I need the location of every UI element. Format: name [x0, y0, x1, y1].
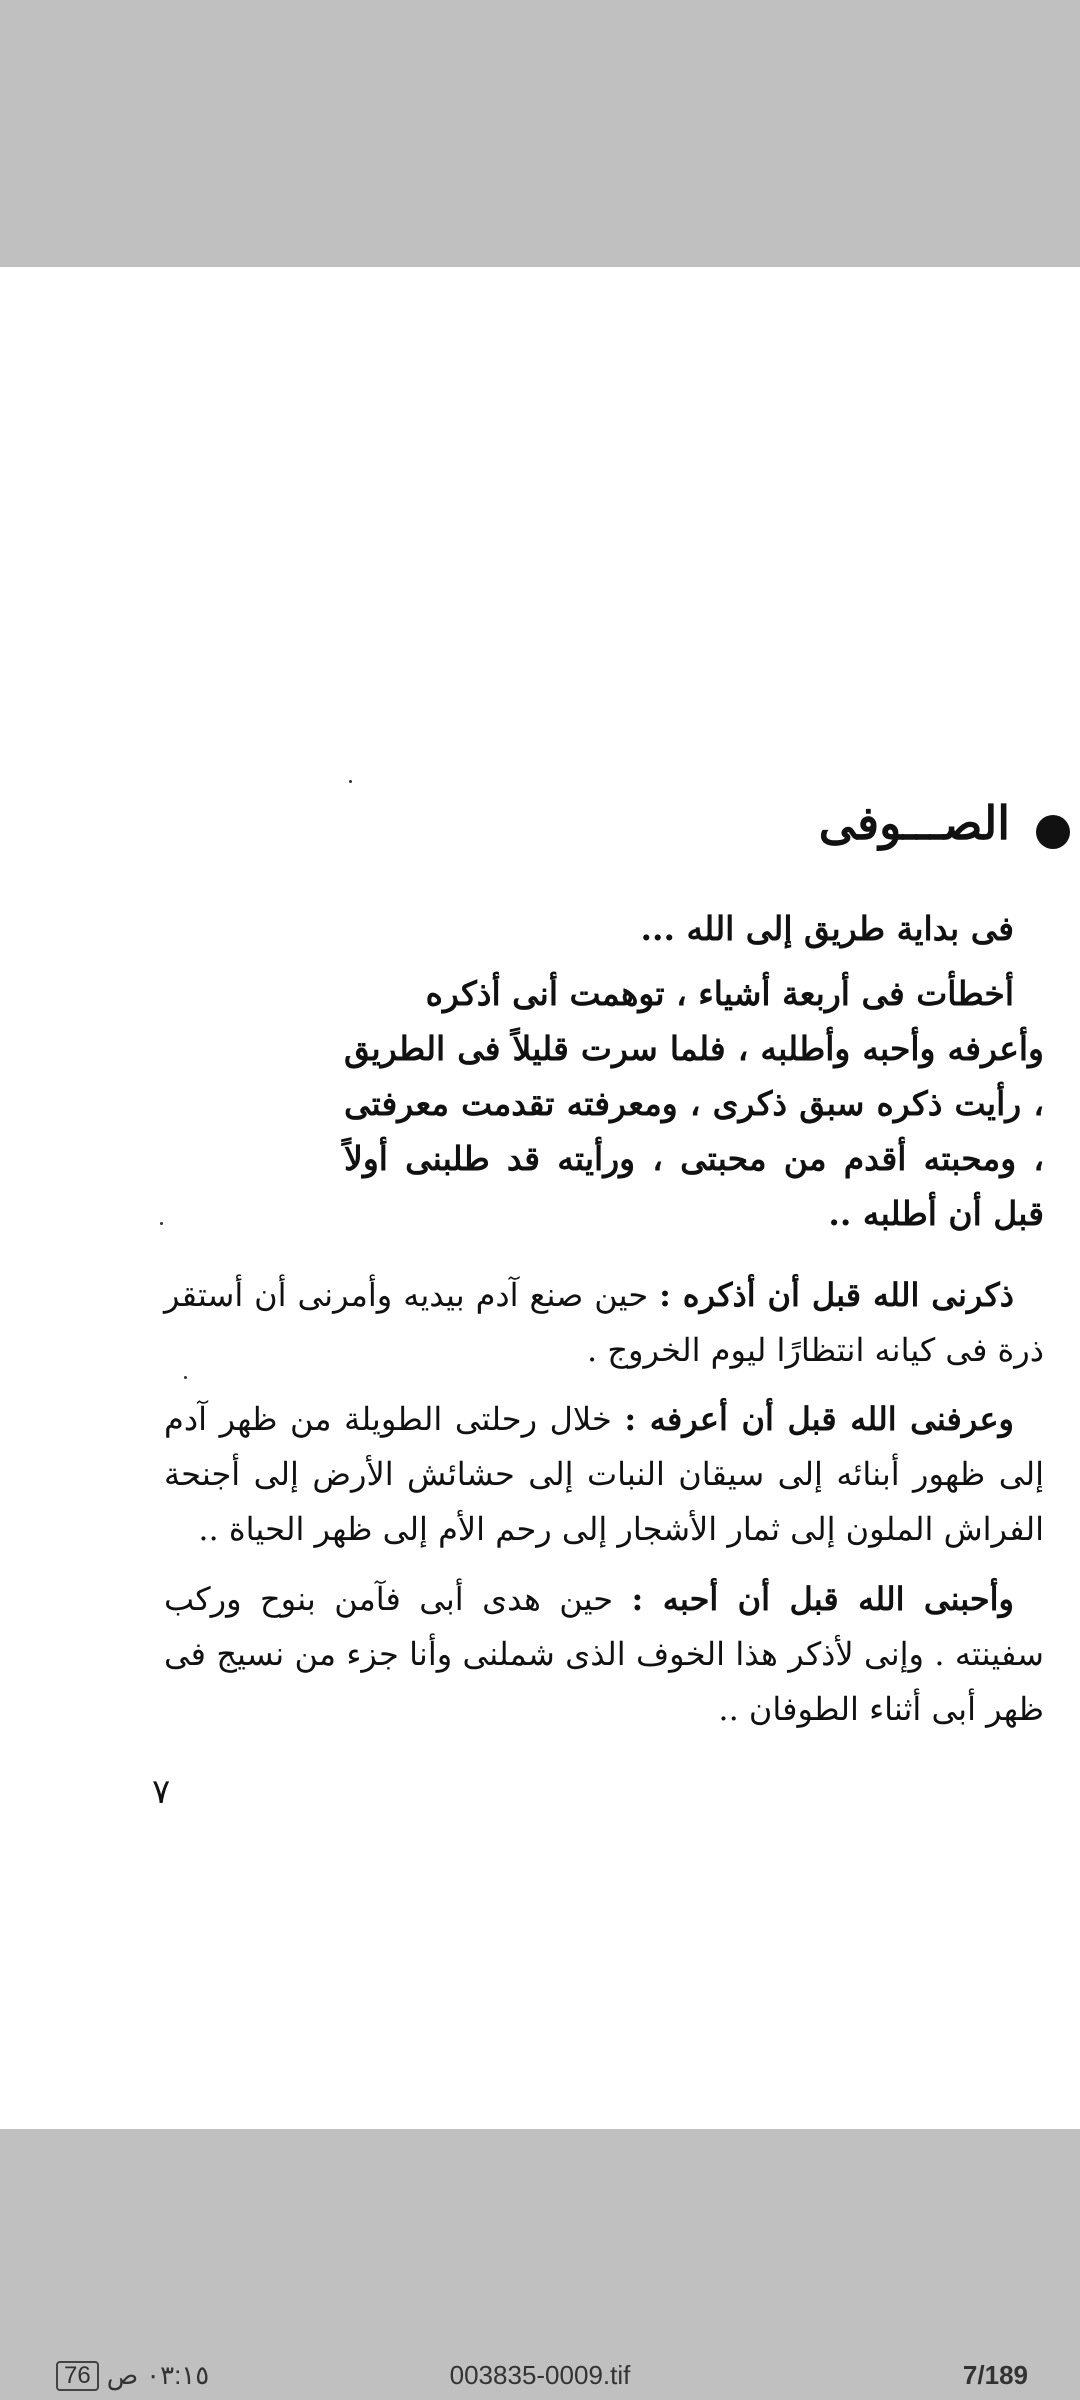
main-paragraph-body: وأعرفه وأحبه وأطلبه ، فلما سرت قليلاً فى الطريق ، رأيت ذكره سبق ذكرى ، ومعرفته تقدمت معرفتى ، ومحبته أقدم من محبتى ، ورأيته قد طلبنى أولاً قبل أن أطلبه ..: [344, 1029, 1044, 1233]
paragraph-2-body: خلال رحلتى الطويلة من ظهر آدم إلى ظهور أبنائه إلى سيقان النبات إلى حشائش الأرض إلى أجنحة الفراش الملون إلى ثمار الأشجار إلى رحم الأم إلى ظهر الحياة ..: [164, 1400, 1045, 1548]
paragraph-1-body: حين صنع آدم بيديه وأمرنى أن أستقر ذرة فى كيانه انتظارًا ليوم الخروج .: [164, 1276, 1044, 1369]
main-paragraph-first-line: أخطأت فى أربعة أشياء ، توهمت أنى أذكره: [425, 974, 1014, 1013]
scan-speck: [160, 1222, 163, 1225]
paragraph-3-body: حين هدى أبى فآمن بنوح وركب سفينته . وإنى لأذكر هذا الخوف الذى شملنى وأنا جزء من نسيج فى ظهر أبى أثناء الطوفان ..: [164, 1580, 1044, 1728]
file-name: 003835-0009.tif: [449, 2360, 631, 2390]
paragraph-2: [164, 1392, 1044, 1557]
page-counter[interactable]: 7/189: [962, 2360, 1028, 2390]
bullet-icon: [1036, 815, 1070, 849]
status-time: ٠٣:١٥: [146, 2360, 210, 2390]
chapter-heading: [819, 778, 1070, 868]
paragraph-1-lead: ذكرنى الله قبل أن أذكره :: [659, 1276, 1015, 1314]
status-bar: [0, 2360, 1080, 2400]
page-label: ص: [106, 2360, 139, 2390]
chapter-title: الصـــوفى: [818, 796, 1010, 850]
paragraph-3: [164, 1572, 1044, 1737]
scan-speck: [349, 780, 352, 783]
viewer-top-margin: [0, 0, 1080, 267]
page-number: ٧: [152, 1772, 171, 1812]
main-paragraph: [344, 966, 1044, 1241]
intro-line: فى بداية طريق إلى الله ...: [640, 909, 1014, 948]
paragraph-3-lead: وأحبنى الله قبل أن أحبه :: [631, 1580, 1015, 1618]
paragraph-1: [164, 1268, 1044, 1378]
paragraph-2-lead: وعرفنى الله قبل أن أعرفه :: [624, 1400, 1015, 1438]
page-box: 76: [56, 2361, 99, 2391]
